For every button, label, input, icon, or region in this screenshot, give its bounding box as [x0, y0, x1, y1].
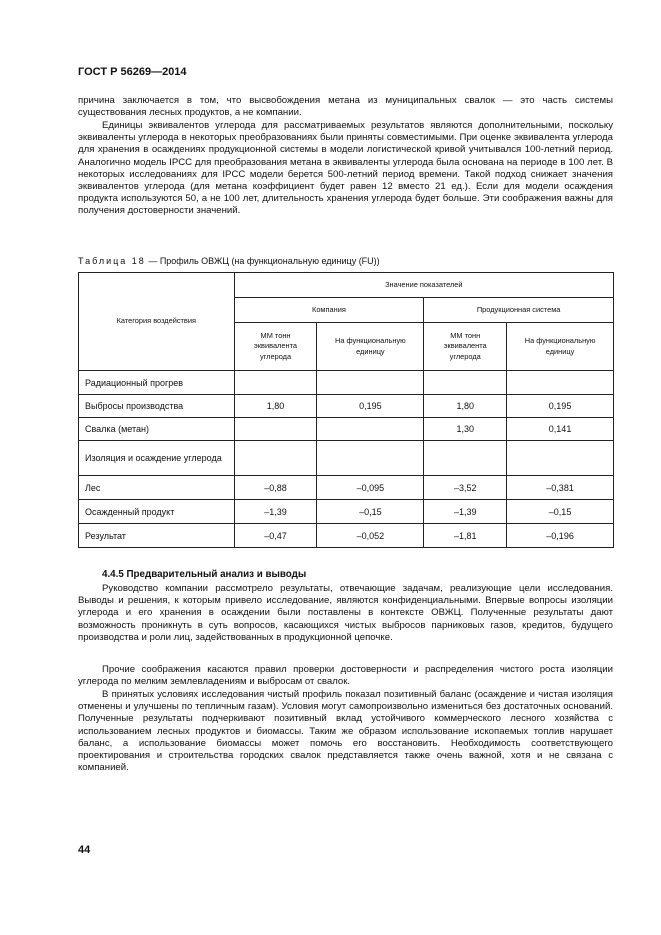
company-group-header: Компания	[234, 298, 424, 323]
value-cell: –1,39	[234, 500, 317, 524]
value-cell	[317, 418, 424, 441]
value-cell: –0,095	[317, 476, 424, 500]
value-cell: 0,195	[317, 395, 424, 418]
value-cell	[317, 371, 424, 395]
value-cell: –1,81	[424, 524, 507, 548]
table-caption-text: — Профиль ОВЖЦ (на функциональную единицу (FU))	[145, 256, 380, 266]
table-caption-label: Таблица 18	[78, 256, 146, 266]
product-system-group-header: Продукционная система	[424, 298, 614, 323]
value-cell	[234, 441, 317, 476]
value-cell	[507, 371, 614, 395]
value-cell	[234, 371, 317, 395]
subsection-title: 4.4.5 Предварительный анализ и выводы	[102, 569, 307, 580]
value-cell	[424, 441, 507, 476]
impact-category-cell: Осажденный продукт	[79, 500, 235, 524]
value-cell: 1,30	[424, 418, 507, 441]
value-cell	[507, 441, 614, 476]
product-mm-header: ММ тонн эквивалента углерода	[424, 323, 507, 371]
paragraph-conclusions: В принятых условиях исследования чистый профиль показал позитивный баланс (осаждение и чистая изоляция отменены и улучшены по тепличным газам). Условия могут самопроизвольно измениться без достаточных оснований. Полученные результаты подчеркивают позитивный вклад устойчивого коммерческого лесного хозяйства с использованием лесных продуктов и биомассы. Таким же образом использование ископаемых топлив нарушает баланс, а использование биомассы может помочь его восстановить. Необходимость соответствующего проектирования и строительства городских свалок представляется также очень важной, хотя и не связана с компанией.	[78, 689, 613, 774]
value-cell: 1,80	[424, 395, 507, 418]
paragraph-analysis: Руководство компании рассмотрело результаты, отвечающие задачам, реализующие цели исследования. Выводы и решения, к которым привело исследование, являются конфиденциальными. Впервые вопросы изоляции углерода и его хранения в осаждении были поставлены в контексте ОВЖЦ. Полученные результаты дают возможность проникнуть в суть вопросов, касающихся чистых выбросов парниковых газов, кредитов, будущего производства и роли лиц, задействованных в продукционной цепочке.	[78, 583, 613, 643]
table-body	[79, 371, 614, 548]
impact-category-cell: Лес	[79, 476, 235, 500]
document-header: ГОСТ Р 56269—2014	[78, 66, 187, 78]
table-row	[79, 418, 614, 441]
value-cell: –0,196	[507, 524, 614, 548]
category-header: Категория воздействия	[79, 273, 235, 371]
value-cell: –0,15	[317, 500, 424, 524]
value-cell: 1,80	[234, 395, 317, 418]
paragraph-continuation: причина заключается в том, что высвобождения метана из муниципальных свалок — это часть системы существования лесных продуктов, а не компании.	[78, 95, 613, 119]
paragraph-carbon-equivalents: Единицы эквивалентов углерода для рассматриваемых результатов являются дополнительными, поскольку эквиваленты углерода в некоторых преобразованиях были приняты совместимыми. При оценке эквивалента углерода для хранения в осаждениях продукционной системы в модели логистической кривой учитывался 100-летний период. Аналогично модель IPCC для преобразования метана в эквиваленты углерода была основана на периоде в 100 лет. В некоторых исследованиях для IPCC модели берется 500-летний период времени. Такой подход снижает значения эквивалентов углерода (для метана коэффициент будет равен 12 вместо 21 ед.). Если для модели осаждения продукта используются 50, а не 100 лет, длительность хранения углерода будет больше. Эти соображения важны для получения достоверности значений.	[78, 120, 613, 217]
value-cell: –0,052	[317, 524, 424, 548]
impact-category-cell: Радиационный прогрев	[79, 371, 235, 395]
value-cell: –0,381	[507, 476, 614, 500]
company-mm-header: ММ тонн эквивалента углерода	[234, 323, 317, 371]
value-cell	[317, 441, 424, 476]
table-row	[79, 476, 614, 500]
impact-category-cell: Выбросы производства	[79, 395, 235, 418]
value-cell: –1,39	[424, 500, 507, 524]
impact-category-cell: Изоляция и осаждение углерода	[79, 441, 235, 476]
value-cell: –0,88	[234, 476, 317, 500]
table-row	[79, 500, 614, 524]
table-row	[79, 524, 614, 548]
value-cell: –0,47	[234, 524, 317, 548]
value-cell	[424, 371, 507, 395]
table-caption	[78, 256, 380, 266]
impact-category-cell: Свалка (метан)	[79, 418, 235, 441]
value-cell: 0,195	[507, 395, 614, 418]
table-row	[79, 371, 614, 395]
value-cell: 0,141	[507, 418, 614, 441]
paragraph-other-considerations: Прочие соображения касаются правил проверки достоверности и распределения чистого роста изоляции углерода по мелким землевладениям и выбросам от свалок.	[78, 664, 613, 688]
table-row	[79, 441, 614, 476]
impact-category-cell: Результат	[79, 524, 235, 548]
lca-profile-table	[78, 272, 614, 548]
company-fu-header: На функциональную единицу	[317, 323, 424, 371]
value-cell	[234, 418, 317, 441]
values-header: Значение показателей	[234, 273, 613, 298]
product-fu-header: На функциональную единицу	[507, 323, 614, 371]
table-row	[79, 395, 614, 418]
value-cell: –3,52	[424, 476, 507, 500]
page-number: 44	[78, 844, 91, 856]
value-cell: –0,15	[507, 500, 614, 524]
